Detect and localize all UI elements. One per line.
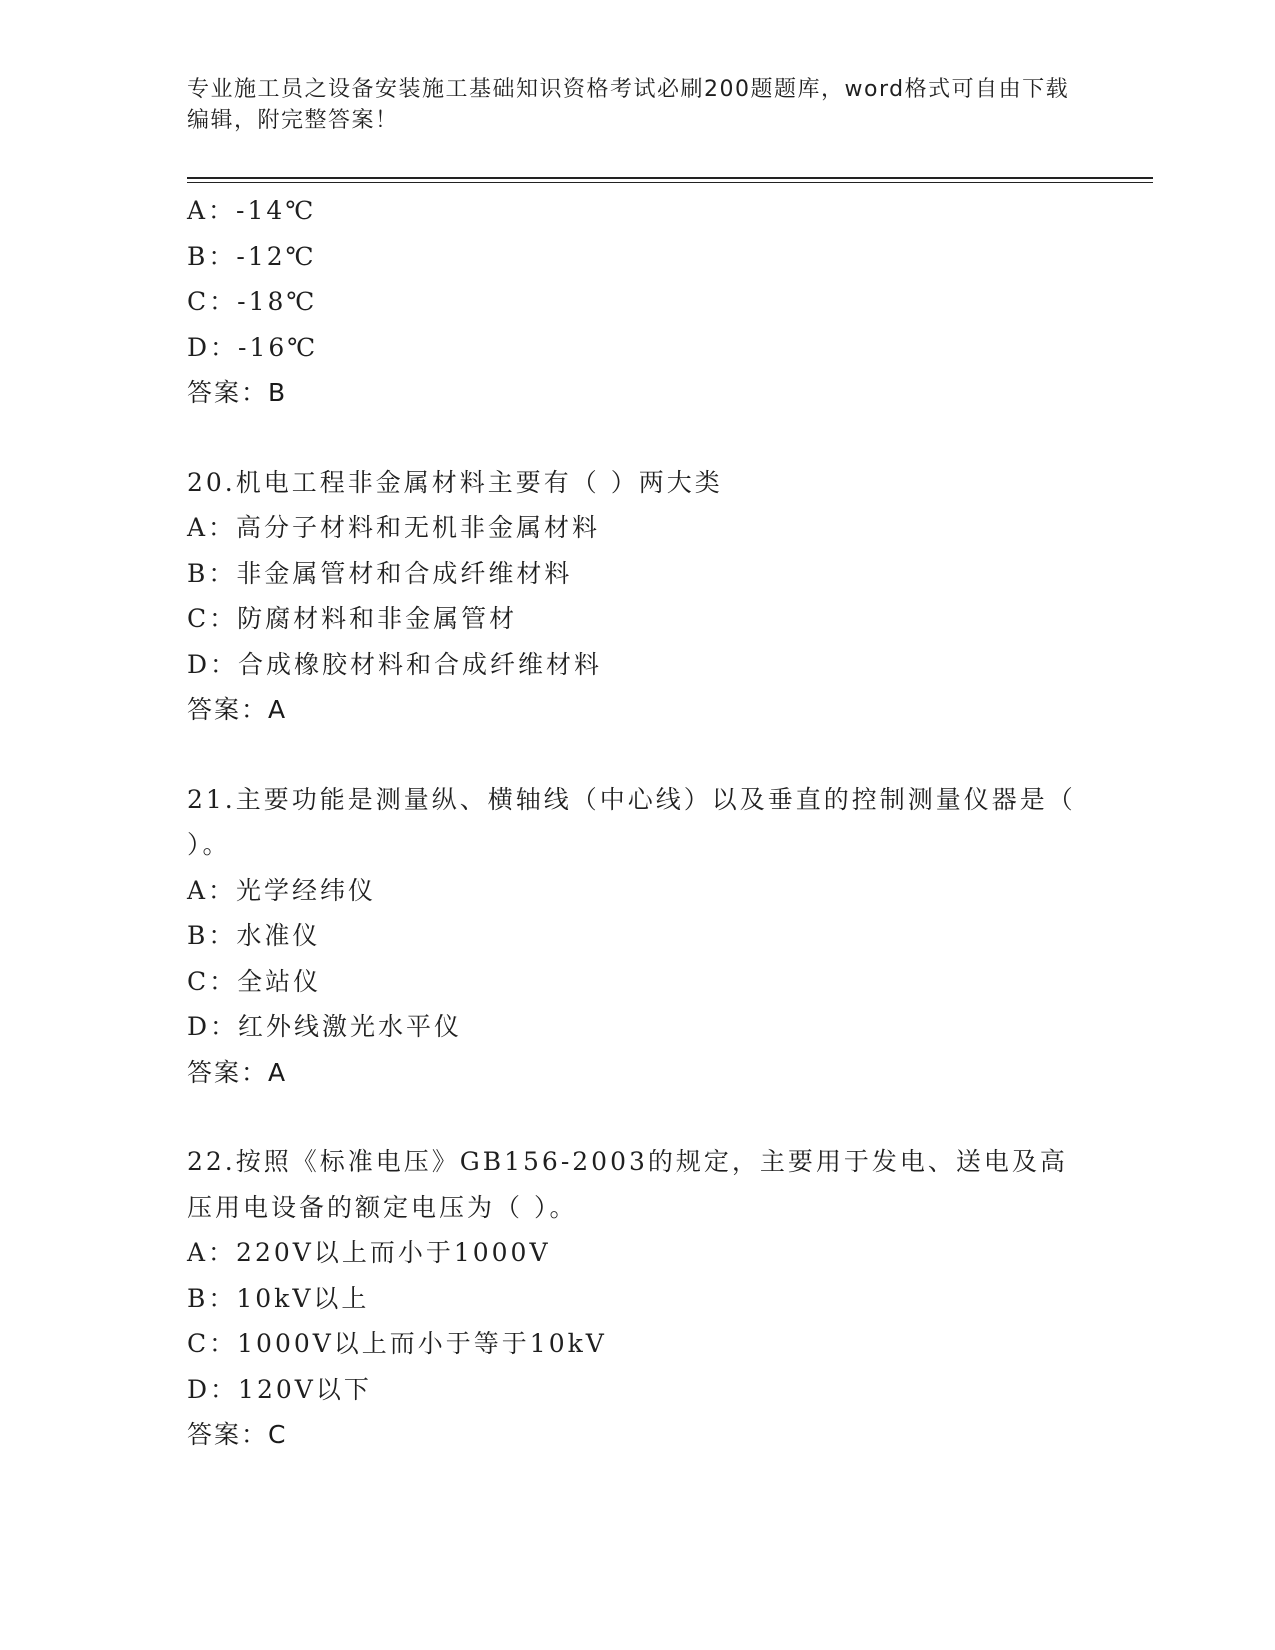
option-b: B：10kV以上 xyxy=(187,1283,370,1313)
question-20 xyxy=(187,460,1087,733)
question-22 xyxy=(187,1139,1087,1458)
page-header: 专业施工员之设备安装施工基础知识资格考试必刷200题题库，word格式可自由下载编辑，附完整答案！ xyxy=(187,77,1070,133)
question-19-tail xyxy=(187,188,1087,416)
option-b: B：非金属管材和合成纤维材料 xyxy=(187,558,573,588)
option-a: A：-14℃ xyxy=(187,196,317,225)
spacer xyxy=(187,416,1087,460)
option-d: D：合成橡胶材料和合成纤维材料 xyxy=(187,649,603,679)
header-divider-thin xyxy=(187,182,1153,183)
header-divider-thick xyxy=(187,177,1153,179)
answer: 答案：A xyxy=(187,1057,288,1087)
answer: 答案：C xyxy=(187,1420,288,1449)
spacer xyxy=(187,733,1087,777)
option-c: C：1000V以上而小于等于10kV xyxy=(187,1329,607,1358)
question-stem: 20.机电工程非金属材料主要有（ ）两大类 xyxy=(187,467,723,497)
answer: 答案：A xyxy=(187,695,288,724)
option-b: B：水准仪 xyxy=(187,921,321,950)
option-c: C：-18℃ xyxy=(187,287,318,316)
option-b: B：-12℃ xyxy=(187,241,317,271)
option-a: A：光学经纬仪 xyxy=(187,875,377,905)
option-d: D：红外线激光水平仪 xyxy=(187,1012,463,1041)
option-a: A：高分子材料和无机非金属材料 xyxy=(187,513,601,542)
question-stem: 22.按照《标准电压》GB156-2003的规定，主要用于发电、送电及高压用电设备的额定电压为（ ）。 xyxy=(187,1147,1068,1222)
spacer xyxy=(187,1095,1087,1139)
question-stem: 21.主要功能是测量纵、横轴线（中心线）以及垂直的控制测量仪器是（ ）。 xyxy=(187,784,1076,859)
question-list xyxy=(187,188,1087,1458)
option-c: C：防腐材料和非金属管材 xyxy=(187,604,518,633)
question-21 xyxy=(187,777,1087,1096)
option-d: D：-16℃ xyxy=(187,332,319,362)
option-d: D：120V以下 xyxy=(187,1374,372,1404)
option-c: C：全站仪 xyxy=(187,966,322,996)
option-a: A：220V以上而小于1000V xyxy=(187,1238,551,1267)
answer: 答案：B xyxy=(187,378,288,407)
